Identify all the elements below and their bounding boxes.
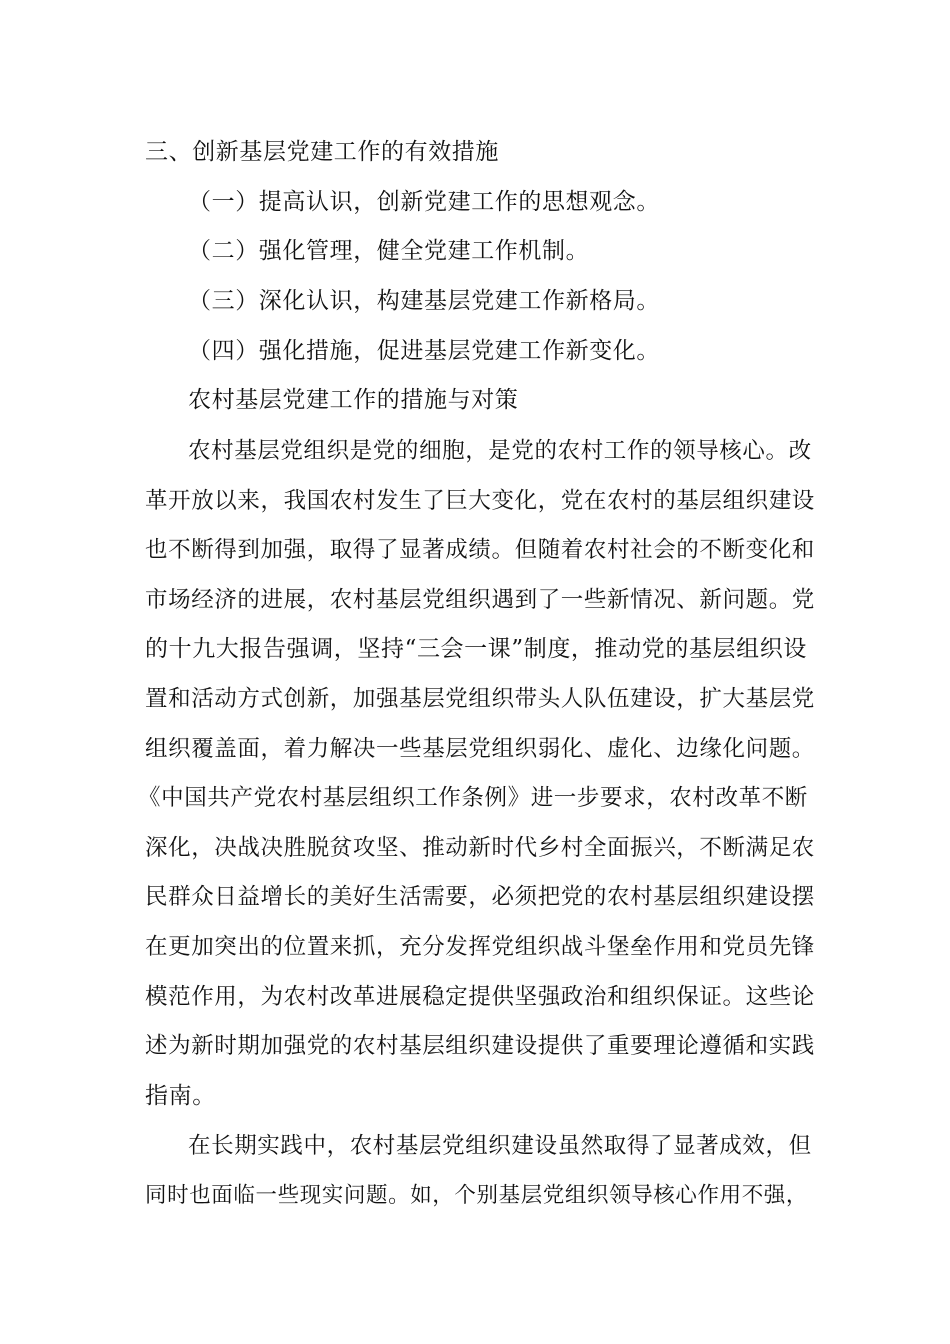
paragraph1-line-6: 置和活动方式创新，加强基层党组织带头人队伍建设，扩大基层党 (145, 686, 815, 712)
paragraph1-line-13: 述为新时期加强党的农村基层组织建设提供了重要理论遵循和实践 (145, 1033, 815, 1059)
paragraph1-line-9: 深化，决战决胜脱贫攻坚、推动新时代乡村全面振兴，不断满足农 (145, 835, 815, 861)
paragraph1-line-10: 民群众日益增长的美好生活需要，必须把党的农村基层组织建设摆 (145, 884, 815, 910)
paragraph1-line-5: 的十九大报告强调，坚持“三会一课”制度，推动党的基层组织设 (145, 636, 807, 662)
measure-item-3: （三）深化认识，构建基层党建工作新格局。 (188, 288, 660, 314)
paragraph1-line-8: 《中国共产党农村基层组织工作条例》进一步要求，农村改革不断 (138, 785, 808, 811)
paragraph1-line-11: 在更加突出的位置来抓，充分发挥党组织战斗堡垒作用和党员先锋 (145, 934, 815, 960)
paragraph1-line-2: 革开放以来，我国农村发生了巨大变化，党在农村的基层组织建设 (145, 488, 815, 514)
paragraph1-line-7: 组织覆盖面，着力解决一些基层党组织弱化、虚化、边缘化问题。 (145, 736, 815, 762)
paragraph1-line-14: 指南。 (145, 1083, 216, 1109)
measure-item-1: （一）提高认识，创新党建工作的思想观念。 (188, 189, 660, 215)
section-heading: 三、创新基层党建工作的有效措施 (145, 139, 499, 165)
paragraph1-line-1: 农村基层党组织是党的细胞，是党的农村工作的领导核心。改 (188, 438, 812, 464)
subtitle: 农村基层党建工作的措施与对策 (188, 387, 519, 413)
measure-item-2: （二）强化管理，健全党建工作机制。 (188, 238, 590, 264)
measure-item-4: （四）强化措施，促进基层党建工作新变化。 (188, 338, 660, 364)
paragraph1-line-3: 也不断得到加强，取得了显著成绩。但随着农村社会的不断变化和 (145, 537, 815, 563)
paragraph2-line-1: 在长期实践中，农村基层党组织建设虽然取得了显著成效，但 (188, 1133, 812, 1159)
paragraph1-line-4: 市场经济的进展，农村基层党组织遇到了一些新情况、新问题。党 (145, 587, 815, 613)
paragraph2-line-2: 同时也面临一些现实问题。如，个别基层党组织领导核心作用不强， (145, 1183, 809, 1208)
paragraph1-line-12: 模范作用，为农村改革进展稳定提供坚强政治和组织保证。这些论 (145, 984, 815, 1010)
